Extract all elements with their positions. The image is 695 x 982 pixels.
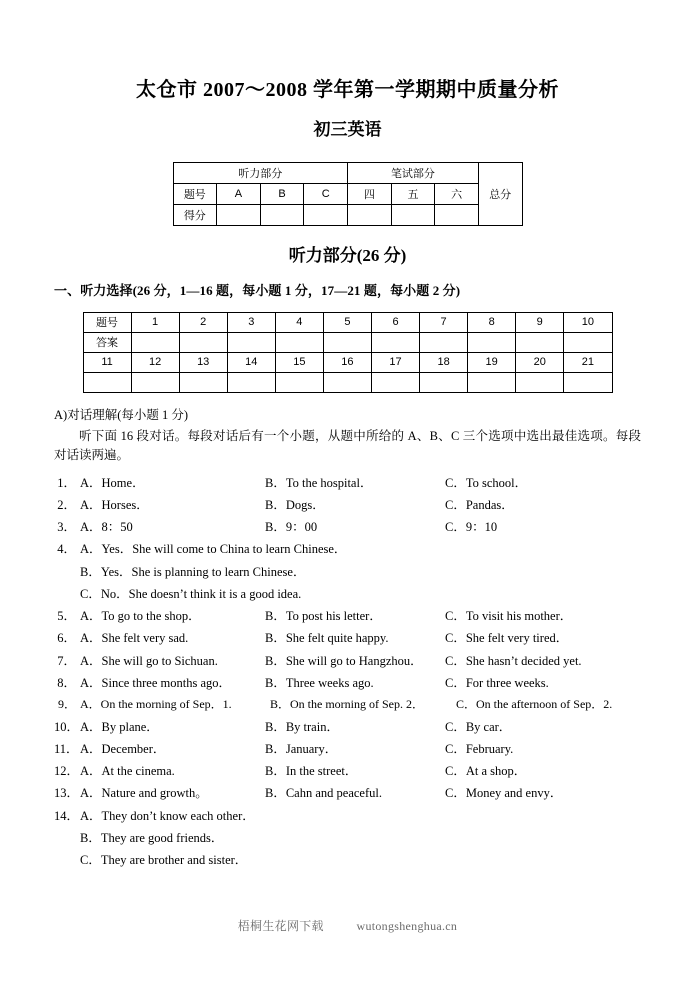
question-line	[54, 538, 641, 560]
question-option-a[interactable]: A．Yes．She will come to China to learn Chinese．	[80, 542, 347, 557]
answer-grid-answer-cell[interactable]	[371, 372, 419, 392]
question-item	[54, 805, 641, 872]
answer-grid-answer-cell[interactable]	[323, 372, 371, 392]
question-item	[54, 672, 641, 694]
instruction-text: 听下面 16 段对话。每段对话后有一个小题，从题中所给的 A、B、C 三个选项中选出最佳选项。每段对话读两遍。	[54, 429, 641, 462]
question-option-a[interactable]: A．December．	[80, 741, 166, 756]
question-number: 7．	[57, 653, 76, 668]
question-option-c[interactable]: C．To school．	[445, 475, 528, 490]
score-cell-four[interactable]	[348, 205, 392, 226]
question-number: 6．	[57, 631, 76, 646]
question-option-b[interactable]: B．To the hospital．	[265, 475, 373, 490]
score-row-label-score: 得分	[173, 205, 217, 226]
question-option-c[interactable]: C．To visit his mother．	[445, 609, 573, 624]
footer-site-url: wutongshenghua.cn	[356, 919, 458, 933]
question-option-a[interactable]: A．She felt very sad.	[80, 631, 189, 646]
answer-grid-answer-cell[interactable]	[275, 372, 323, 392]
page-title: 太仓市 2007～2008 学年第一学期期中质量分析	[136, 79, 559, 101]
question-option-a[interactable]: A．By plane．	[80, 719, 159, 734]
answer-grid-answer-cell[interactable]	[564, 372, 612, 392]
answer-grid-question-number: 21	[564, 352, 612, 372]
score-col-c: C	[304, 184, 348, 205]
answer-grid-question-number: 9	[516, 312, 564, 332]
score-listening-header: 听力部分	[173, 163, 348, 184]
answer-grid-answer-row	[83, 332, 612, 352]
question-option-a[interactable]: A．At the cinema.	[80, 764, 175, 779]
question-item	[54, 694, 641, 715]
answer-grid-answer-cell[interactable]	[227, 372, 275, 392]
answer-grid-container	[54, 312, 641, 393]
answer-grid-answer-cell[interactable]	[179, 332, 227, 352]
question-item	[54, 627, 641, 649]
score-col-four: 四	[348, 184, 392, 205]
answer-grid-question-number: 8	[468, 312, 516, 332]
question-option-a[interactable]: A．Nature and growth。	[80, 786, 208, 801]
answer-grid-answer-cell[interactable]	[371, 332, 419, 352]
question-item	[54, 538, 641, 605]
question-number: 3．	[57, 520, 76, 535]
answer-grid-label-answer: 答案	[83, 332, 131, 352]
question-line	[54, 805, 641, 827]
answer-grid-question-number: 2	[179, 312, 227, 332]
answer-grid-answer-row	[83, 372, 612, 392]
question-option-a[interactable]: A．They don’t know each other．	[80, 808, 255, 823]
question-number: 10．	[54, 719, 80, 734]
question-number: 4．	[57, 542, 76, 557]
question-option-a[interactable]: A．8：50	[80, 520, 133, 535]
question-option-b[interactable]: B．Three weeks ago.	[265, 675, 374, 690]
question-number: 8．	[57, 675, 76, 690]
score-col-five: 五	[391, 184, 435, 205]
question-item	[54, 650, 641, 672]
question-line	[54, 849, 641, 871]
question-option-a[interactable]: A．To go to the shop．	[80, 609, 201, 624]
answer-grid-question-number: 17	[371, 352, 419, 372]
question-option-b[interactable]: B．Yes．She is planning to learn Chinese．	[80, 564, 306, 579]
answer-grid-question-number: 12	[131, 352, 179, 372]
answer-grid-answer-cell[interactable]	[564, 332, 612, 352]
score-table-score-row	[173, 205, 522, 226]
answer-grid-answer-cell[interactable]	[131, 372, 179, 392]
answer-grid-answer-cell[interactable]	[227, 332, 275, 352]
score-total-header: 总分	[478, 163, 522, 226]
answer-grid-answer-cell[interactable]	[83, 372, 131, 392]
question-number: 14．	[54, 808, 80, 823]
answer-grid-answer-cell[interactable]	[468, 372, 516, 392]
answer-grid-question-number: 3	[227, 312, 275, 332]
score-table-header-row	[173, 163, 522, 184]
question-option-a[interactable]: A．On the morning of Sep．1.	[80, 697, 232, 712]
question-option-b[interactable]: B．Dogs．	[265, 497, 325, 512]
answer-grid-answer-cell[interactable]	[275, 332, 323, 352]
answer-grid-question-number: 10	[564, 312, 612, 332]
page-subtitle: 初三英语	[313, 120, 382, 139]
question-option-b[interactable]: B．They are good friends．	[80, 830, 224, 845]
question-option-b[interactable]: B．By train．	[265, 719, 339, 734]
question-option-c[interactable]: C．They are brother and sister．	[80, 853, 248, 868]
question-option-c[interactable]: C．Pandas．	[445, 497, 514, 512]
answer-grid-question-number: 19	[468, 352, 516, 372]
score-col-a: A	[217, 184, 261, 205]
question-option-b[interactable]: B．January．	[265, 741, 338, 756]
question-option-a[interactable]: A．She will go to Sichuan.	[80, 653, 218, 668]
answer-grid-question-number: 15	[275, 352, 323, 372]
answer-grid-question-number: 20	[516, 352, 564, 372]
question-item	[54, 472, 641, 494]
question-option-a[interactable]: A．Since three months ago．	[80, 675, 232, 690]
question-option-b[interactable]: B．She felt quite happy.	[265, 631, 389, 646]
question-option-b[interactable]: B．On the morning of Sep. 2．	[270, 697, 424, 712]
question-item	[54, 760, 641, 782]
question-number: 13．	[54, 786, 80, 801]
question-item	[54, 738, 641, 760]
question-option-b[interactable]: B．To post his letter．	[265, 609, 382, 624]
answer-grid	[83, 312, 613, 393]
question-option-c[interactable]: C．She felt very tired．	[445, 631, 569, 646]
answer-grid-question-number: 5	[323, 312, 371, 332]
question-list	[54, 465, 641, 872]
answer-grid-answer-cell[interactable]	[468, 332, 516, 352]
answer-grid-question-number: 7	[420, 312, 468, 332]
question-option-a[interactable]: A．Home．	[80, 475, 145, 490]
answer-grid-answer-cell[interactable]	[179, 372, 227, 392]
score-row-label-number: 题号	[173, 184, 217, 205]
score-cell-b[interactable]	[260, 205, 304, 226]
score-table	[173, 162, 523, 226]
answer-grid-answer-cell[interactable]	[516, 372, 564, 392]
question-option-b[interactable]: B．Cahn and peaceful.	[265, 786, 382, 801]
question-option-c[interactable]: C．By car．	[445, 719, 512, 734]
answer-grid-question-number: 1	[131, 312, 179, 332]
footer-watermark	[0, 917, 695, 934]
question-option-c[interactable]: C．No．She doesn’t think it is a good idea.	[80, 586, 302, 601]
answer-grid-answer-cell[interactable]	[516, 332, 564, 352]
answer-grid-header-row	[83, 352, 612, 372]
question-number: 2．	[57, 497, 76, 512]
score-table-container	[54, 162, 641, 226]
score-cell-a[interactable]	[217, 205, 261, 226]
question-option-c[interactable]: C．For three weeks.	[445, 675, 549, 690]
answer-grid-question-number: 11	[83, 352, 131, 372]
answer-grid-answer-cell[interactable]	[420, 372, 468, 392]
score-col-six: 六	[435, 184, 479, 205]
question-number: 11．	[54, 741, 79, 756]
question-item	[54, 494, 641, 516]
section-title: 听力部分(26 分)	[288, 246, 407, 266]
answer-grid-answer-cell[interactable]	[323, 332, 371, 352]
answer-grid-question-number: 4	[275, 312, 323, 332]
score-table-number-row	[173, 184, 522, 205]
answer-grid-header-row	[83, 312, 612, 332]
score-col-b: B	[260, 184, 304, 205]
sub-heading: A)对话理解(每小题 1 分)	[54, 407, 189, 422]
question-option-c[interactable]: C．She hasn’t decided yet.	[445, 653, 582, 668]
score-cell-five[interactable]	[391, 205, 435, 226]
question-item	[54, 516, 641, 538]
score-cell-six[interactable]	[435, 205, 479, 226]
question-option-c[interactable]: C．At a shop．	[445, 764, 527, 779]
question-line	[54, 583, 641, 605]
question-number: 9．	[57, 697, 76, 712]
question-option-b[interactable]: B．She will go to Hangzhou．	[265, 653, 423, 668]
question-option-b[interactable]: B．9：00	[265, 520, 318, 535]
answer-grid-answer-cell[interactable]	[131, 332, 179, 352]
answer-grid-question-number: 14	[227, 352, 275, 372]
answer-grid-question-number: 6	[371, 312, 419, 332]
question-option-a[interactable]: A．Horses．	[80, 497, 149, 512]
answer-grid-label-number: 题号	[83, 312, 131, 332]
question-number: 1．	[57, 475, 76, 490]
answer-grid-question-number: 18	[420, 352, 468, 372]
question-option-c[interactable]: C．On the afternoon of Sep．2.	[456, 697, 613, 712]
part-heading: 一、听力选择(26 分，1—16 题，每小题 1 分，17—21 题，每小题 2 分)	[54, 282, 461, 298]
answer-grid-question-number: 13	[179, 352, 227, 372]
question-number: 5．	[57, 609, 76, 624]
question-option-c[interactable]: C．February.	[445, 741, 514, 756]
footer-site-name: 梧桐生花网下载	[237, 919, 324, 933]
question-option-c[interactable]: C．Money and envy．	[445, 786, 563, 801]
score-cell-c[interactable]	[304, 205, 348, 226]
question-item	[54, 716, 641, 738]
question-line	[54, 827, 641, 849]
question-item	[54, 605, 641, 627]
question-item	[54, 782, 641, 804]
question-line	[54, 561, 641, 583]
question-option-c[interactable]: C．9：10	[445, 520, 498, 535]
question-number: 12．	[54, 764, 80, 779]
answer-grid-answer-cell[interactable]	[420, 332, 468, 352]
score-written-header: 笔试部分	[348, 163, 479, 184]
answer-grid-question-number: 16	[323, 352, 371, 372]
question-option-b[interactable]: B．In the street．	[265, 764, 358, 779]
